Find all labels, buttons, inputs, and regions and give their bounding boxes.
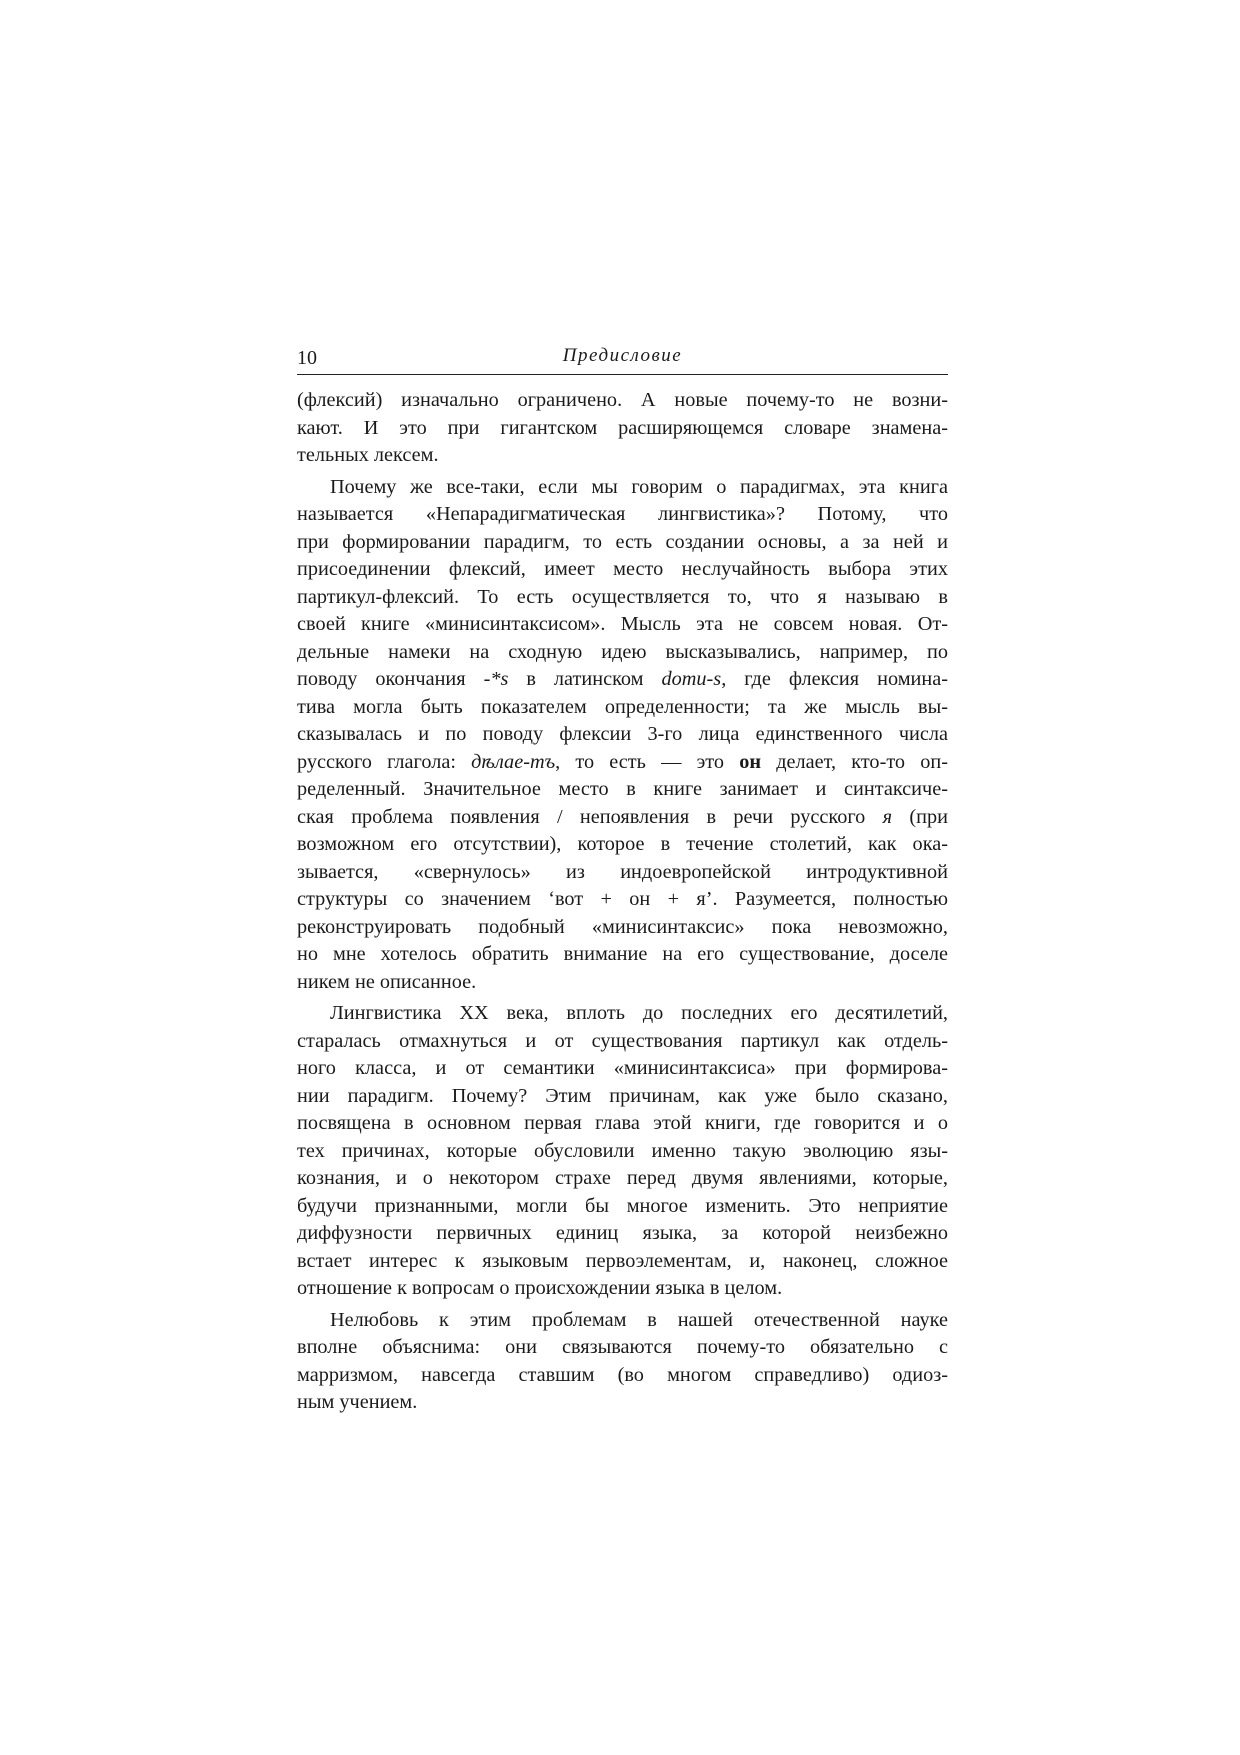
text-line: русского глагола: дѣлае-тъ, то есть — это он делает, кто-то оп- [297,750,948,773]
text-line: (флексий) изначально ограничено. А новые почему-то не возни- [297,389,948,411]
text-line: кознания, и о некотором страхе перед двумя явлениями, которые, [297,1167,948,1189]
text-line: называется «Непарадигматическая лингвистика»? Потому, что [297,503,948,525]
text-line: структуры со значением ‘вот + он + я’. Разумеется, полностью [297,888,948,910]
text-line: ного класса, и от семантики «минисинтаксиса» при формирова- [297,1057,948,1079]
text-line: ределенный. Значительное место в книге занимает и синтаксиче- [297,778,948,800]
running-head [297,340,948,375]
bold-term: он [739,750,762,773]
text-line: Нелюбовь к этим проблемам в нашей отечественной науке [330,1308,948,1331]
section-title: Предисловие [562,345,683,366]
text-line: присоединении флексий, имеет место неслучайность выбора этих [297,558,948,580]
italic-term: я [882,805,893,828]
text-line: тива могла быть показателем определенности; та же мысль вы- [297,695,948,718]
text-line: но мне хотелось обратить внимание на его существование, доселе [297,943,948,965]
text-line: вполне объяснима: они связываются почему-то обязательно с [297,1336,948,1358]
text-line: марризмом, навсегда ставшим (во многом справедливо) одиоз- [297,1363,948,1386]
text-line: реконструировать подобный «минисинтаксис» пока невозможно, [297,915,948,938]
book-page [297,340,948,1421]
text-line: поводу окончания -*s в латинском domu-s, где флексия номина- [297,668,948,690]
text-line: сказывалась и по поводу флексии 3-го лица единственного числа [297,723,948,745]
italic-term: *s [490,668,509,690]
italic-term: дѣлае-тъ [471,750,556,773]
text-line: кают. И это при гигантском расширяющемся словаре знамена- [297,416,948,439]
paragraph [297,474,948,997]
text-line: нии парадигм. Почему? Этим причинам, как уже было сказано, [297,1084,948,1107]
page-number: 10 [297,347,317,369]
text-line: отношение к вопросам о происхождении языка в целом. [297,1277,783,1299]
text-line: посвящена в основном первая глава этой книги, где говорится и о [297,1112,948,1134]
text-line: при формировании парадигм, то есть создании основы, а за ней и [297,530,948,553]
text-line: будучи признанными, могли бы многое изменить. Это неприятие [297,1194,948,1217]
body-text [297,387,948,1417]
text-line: своей книге «минисинтаксисом». Мысль эта не совсем новая. От- [297,613,948,635]
text-line: никем не описанное. [297,970,477,993]
italic-term: domu-s [661,668,722,690]
text-line: тех причинах, которые обусловили именно такую эволюцию язы- [297,1139,948,1162]
text-line: встает интерес к языковым первоэлементам, и, наконец, сложное [297,1249,948,1272]
text-line: дельные намеки на сходную идею высказывались, например, по [297,640,948,663]
text-line: старалась отмахнуться и от существования партикул как отдель- [297,1029,948,1052]
text-line: партикул-флексий. То есть осуществляется то, что я называю в [297,585,948,608]
text-line: зывается, «свернулось» из индоевропейской интродуктивной [297,860,948,883]
paragraph [297,387,948,470]
text-line: Лингвистика XX века, вплоть до последних его десятилетий, [330,1002,948,1024]
paragraph [297,1307,948,1417]
text-line: ская проблема появления / непоявления в речи русского я (при [297,805,948,828]
text-line: диффузности первичных единиц языка, за которой неизбежно [297,1222,948,1244]
text-line: возможном его отсутствии), которое в течение столетий, как ока- [297,833,948,855]
text-line: ным учением. [297,1391,418,1413]
text-line: тельных лексем. [297,444,439,466]
paragraph [297,1000,948,1303]
text-line: Почему же все-таки, если мы говорим о парадигмах, эта книга [330,475,948,498]
